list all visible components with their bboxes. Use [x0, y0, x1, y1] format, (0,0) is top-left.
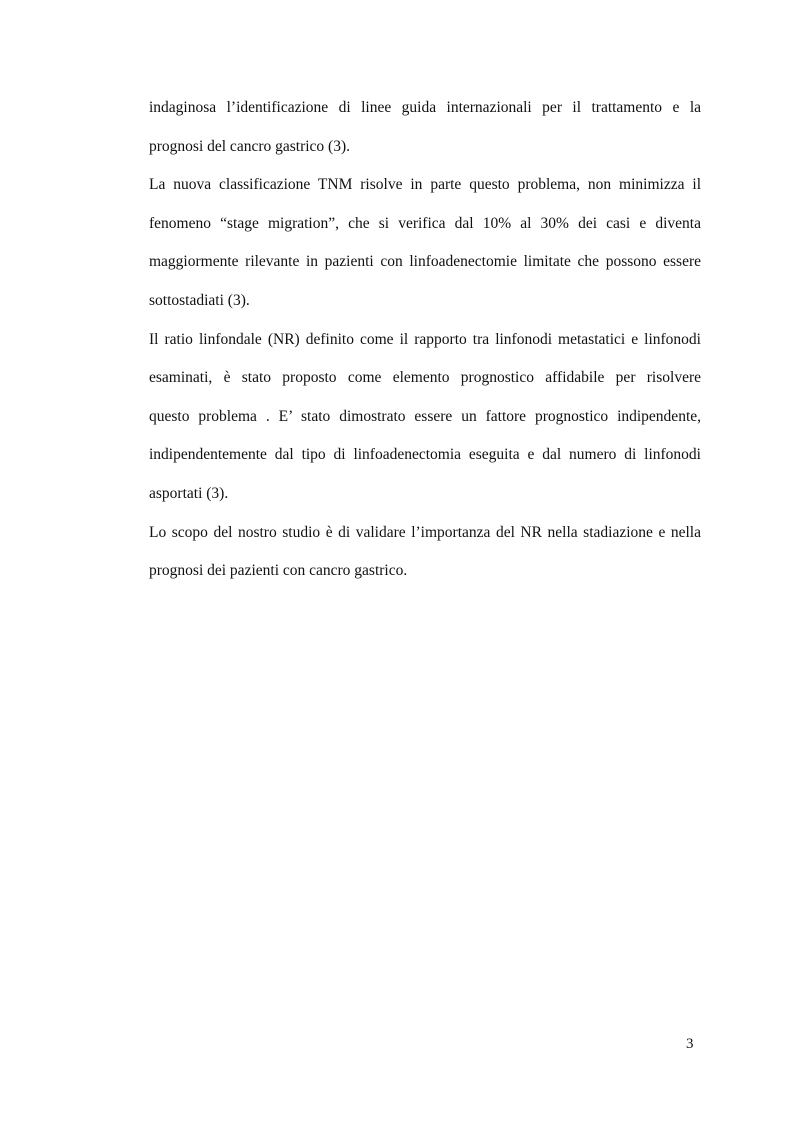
text-line: prognosi dei pazienti con cancro gastrico.: [149, 562, 408, 580]
text-line: questo problema . E’ stato dimostrato essere un fattore prognostico indipendente,: [149, 407, 701, 425]
text-line: La nuova classificazione TNM risolve in parte questo problema, non minimizza il: [149, 176, 701, 194]
text-line: sottostadiati (3).: [149, 291, 250, 309]
text-line: Il ratio linfondale (NR) definito come il rapporto tra linfonodi metastatici e linfonodi: [149, 330, 701, 348]
text-line: indaginosa l’identificazione di linee guida internazionali per il trattamento e la: [149, 99, 701, 116]
text-line: maggiormente rilevante in pazienti con linfoadenectomie limitate che possono essere: [149, 253, 701, 271]
body-text: [149, 89, 701, 591]
text-line: Lo scopo del nostro studio è di validare l’importanza del NR nella stadiazione e nella: [149, 523, 701, 541]
text-line: asportati (3).: [149, 484, 229, 502]
text-line: indipendentemente dal tipo di linfoadenectomia eseguita e dal numero di linfonodi: [149, 446, 701, 464]
text-line: prognosi del cancro gastrico (3).: [149, 137, 351, 155]
text-line: fenomeno “stage migration”, che si verifica dal 10% al 30% dei casi e diventa: [149, 214, 701, 232]
page-number: 3: [686, 1036, 694, 1052]
text-line: esaminati, è stato proposto come elemento prognostico affidabile per risolvere: [149, 369, 701, 387]
